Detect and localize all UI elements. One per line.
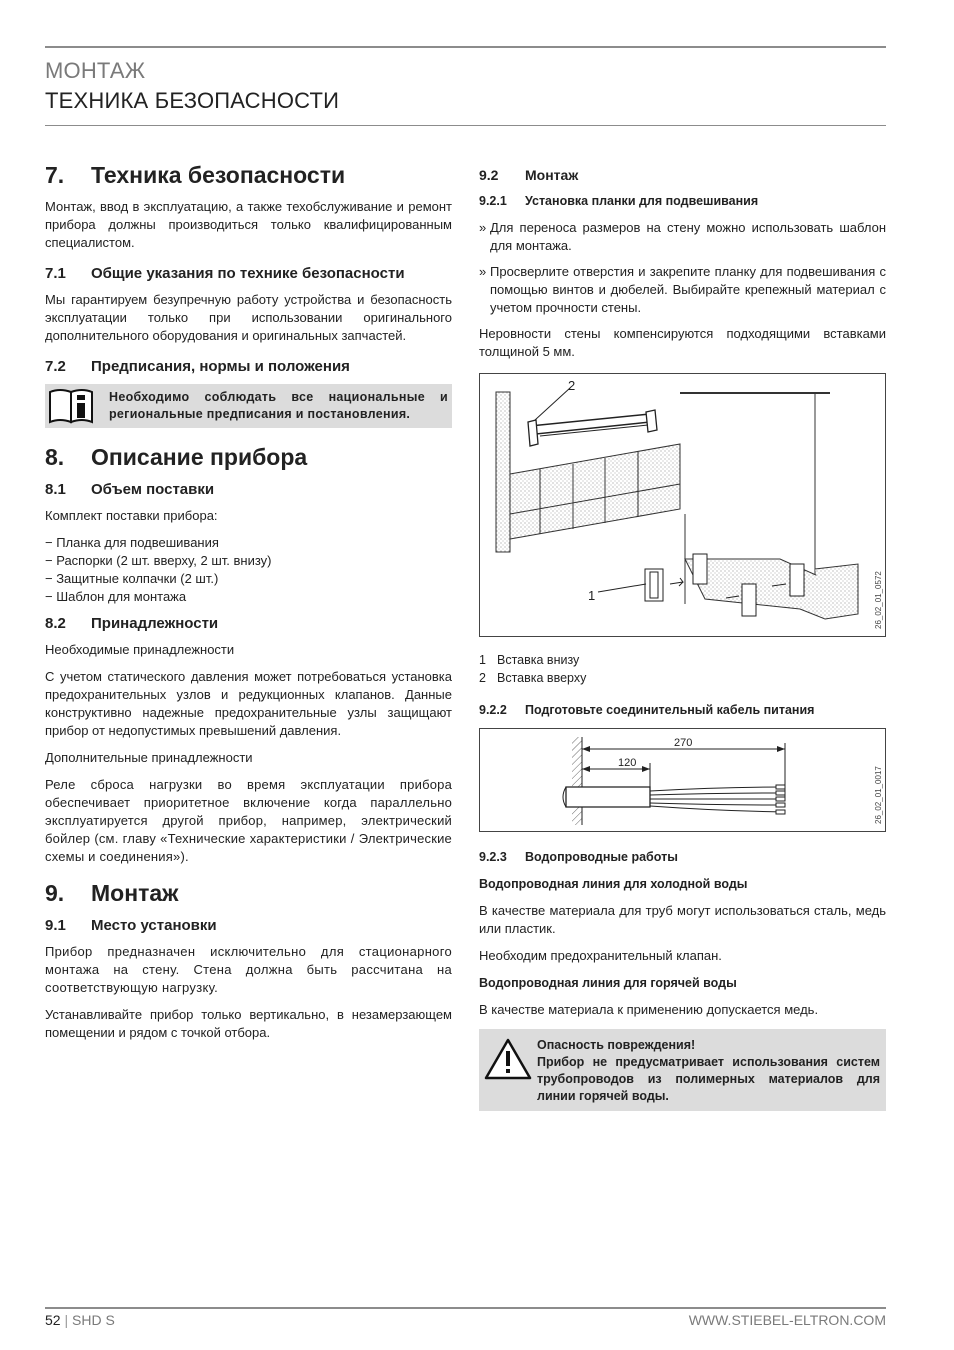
section-7-intro: Монтаж, ввод в эксплуатацию, а также техобслуживание и ремонт прибора должны производиться только квалифицированным специалистом. xyxy=(45,199,452,250)
header-chapter: МОНТАЖ xyxy=(45,58,146,83)
section-9-2-1-note: Неровности стены компенсируются подходящими вставками толщиной 5 мм. xyxy=(479,326,886,359)
figure-label-2: 2 xyxy=(568,378,576,393)
list-item: − Защитные колпачки (2 шт.) xyxy=(45,571,219,586)
list-item: − Шаблон для монтажа xyxy=(45,589,187,604)
cold-water-p2: Необходим предохранительный клапан. xyxy=(479,948,722,963)
page-number: 52 xyxy=(45,1312,61,1328)
cable-dimension-illustration xyxy=(480,729,885,831)
footer-rule xyxy=(45,1307,886,1309)
hot-water-heading: Водопроводная линия для горячей воды xyxy=(479,976,737,990)
book-info-icon xyxy=(45,384,97,428)
header-section: ТЕХНИКА БЕЗОПАСНОСТИ xyxy=(45,88,340,113)
footer-separator: | xyxy=(60,1312,72,1328)
mounting-bracket-figure xyxy=(479,373,886,637)
delivery-list xyxy=(45,534,452,606)
figure-label-1: 1 xyxy=(588,588,596,603)
list-item: − Распорки (2 шт. вверху, 2 шт. внизу) xyxy=(45,553,272,568)
section-7-1-heading: 7.1 Общие указания по технике безопасности xyxy=(45,265,405,282)
left-column xyxy=(45,160,452,1051)
footer-url[interactable]: WWW.STIEBEL-ELTRON.COM xyxy=(688,1312,886,1328)
section-9-2-3-heading: 9.2.3 Водопроводные работы xyxy=(479,850,678,864)
hot-water-p1: В качестве материала к применению допускается медь. xyxy=(479,1002,819,1017)
legend-item: 2 Вставка вверху xyxy=(479,671,587,685)
spacer-insert xyxy=(645,569,663,601)
section-7-heading: 7. Техника безопасности xyxy=(45,162,346,188)
warning-title: Опасность повреждения! xyxy=(537,1038,696,1052)
section-9-1-p1: Прибор предназначен исключительно для стационарного монтажа на стену. Стена должна быть рассчитана на соответствующую нагрузку. xyxy=(45,944,452,995)
mounting-bracket-illustration xyxy=(480,374,885,636)
list-item: − Планка для подвешивания xyxy=(45,535,219,550)
figure-code: 26_02_01_0572 xyxy=(874,571,883,629)
section-9-2-1-heading: 9.2.1 Установка планки для подвешивания xyxy=(479,194,759,208)
section-8-1-heading: 8.1 Объем поставки xyxy=(45,481,215,498)
info-note-text: Необходимо соблюдать все национальные и региональные предписания и постановления. xyxy=(109,390,448,421)
document-name: SHD S xyxy=(72,1312,115,1328)
section-8-2-p1: Необходимые принадлежности xyxy=(45,642,235,657)
section-8-2-p3: Дополнительные принадлежности xyxy=(45,750,253,765)
dimension-120: 120 xyxy=(618,757,637,769)
section-7-1-text: Мы гарантируем безупречную работу устройства и безопасность эксплуатации только при использовании оригинального дополнительного оборудования и оригинальных запчастей. xyxy=(45,292,452,343)
warning-body: Прибор не предусматривает использования систем трубопроводов из полимерных материалов для линии горячей воды. xyxy=(537,1055,880,1103)
warning-text xyxy=(537,1037,880,1105)
warning-triangle-icon xyxy=(479,1037,537,1081)
section-8-1-intro: Комплект поставки прибора: xyxy=(45,508,218,523)
footer-left xyxy=(45,1312,115,1328)
warning-box xyxy=(479,1029,886,1111)
section-7-2-heading: 7.2 Предписания, нормы и положения xyxy=(45,358,350,375)
section-8-heading: 8. Описание прибора xyxy=(45,444,308,470)
figure-code: 26_02_01_0017 xyxy=(874,766,883,824)
list-item: » Просверлите отверстия и закрепите планку для подвешивания с помощью винтов и дюбелей. Выбирайте крепежный материал с учетом прочности стены. xyxy=(479,264,886,315)
figure-legend xyxy=(479,651,886,687)
legend-item: 1 Вставка внизу xyxy=(479,653,580,667)
cable-preparation-figure xyxy=(479,728,886,832)
info-note-box xyxy=(45,384,452,428)
right-column xyxy=(479,165,886,1111)
header-top-rule xyxy=(45,46,886,48)
mounting-steps xyxy=(479,219,886,317)
section-9-1-p2: Устанавливайте прибор только вертикально, в незамерзающем помещении и рядом с точкой отбора. xyxy=(45,1007,452,1040)
section-8-2-p2: С учетом статического давления может потребоваться установка предохранительных узлов и редукционных клапанов. Данные конструктивно надежные предохранительные узлы защищают прибор от недопустимых превышений давления. xyxy=(45,669,452,738)
cold-water-heading: Водопроводная линия для холодной воды xyxy=(479,877,748,891)
section-8-2-heading: 8.2 Принадлежности xyxy=(45,615,219,632)
section-9-2-heading: 9.2 Монтаж xyxy=(479,167,579,183)
list-item: » Для переноса размеров на стену можно использовать шаблон для монтажа. xyxy=(479,220,886,253)
dimension-270: 270 xyxy=(674,737,693,749)
cold-water-p1: В качестве материала для труб могут использоваться сталь, медь или пластик. xyxy=(479,903,886,936)
header-bottom-rule xyxy=(45,125,886,126)
section-9-2-2-heading: 9.2.2 Подготовьте соединительный кабель питания xyxy=(479,703,815,717)
section-9-heading: 9. Монтаж xyxy=(45,880,179,906)
section-9-1-heading: 9.1 Место установки xyxy=(45,917,217,934)
section-8-2-p4: Реле сброса нагрузки во время эксплуатации прибора обеспечивает приоритетное включение когда параллельно эксплуатируется другой прибор, например, электрический бойлер (см. главу «Технические характеристики / Электрические схемы и соединения»). xyxy=(45,777,452,864)
